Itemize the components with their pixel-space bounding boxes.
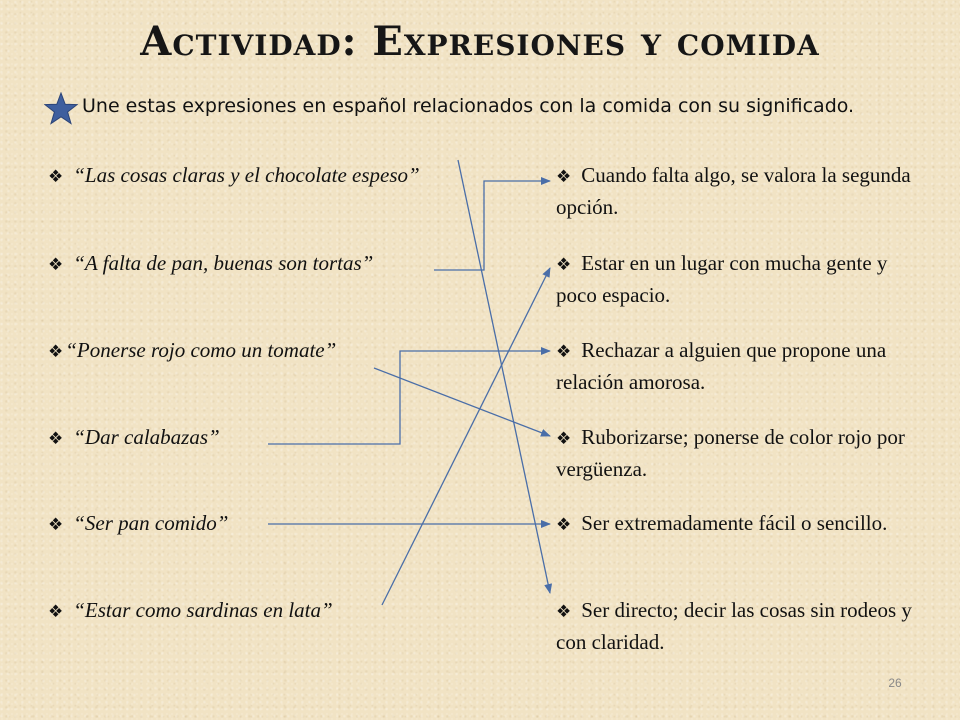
meaning-text: Rechazar a alguien que propone una relación amorosa. [556,338,887,394]
instruction-text: Une estas expresiones en español relacionados con la comida con su significado. [82,95,855,117]
bullet-icon: ❖ [48,167,64,186]
bullet-icon: ❖ [48,602,64,621]
expression-text: “Ser pan comido” [73,511,229,535]
expression-item [48,422,220,454]
meaning-item [556,248,916,310]
expression-item [48,508,228,540]
meaning-item [556,595,916,657]
instruction [48,92,908,120]
expression-text: “A falta de pan, buenas son tortas” [73,251,374,275]
bullet-icon: ❖ [556,255,572,274]
bullet-icon: ❖ [556,429,572,448]
slide-title: Actividad: Expresiones y comida [140,18,820,65]
meaning-item [556,508,916,540]
bullet-icon: ❖ [48,515,64,534]
bullet-icon: ❖ [48,342,64,361]
expression-text: “Las cosas claras y el chocolate espeso” [73,163,420,187]
meaning-text: Ruborizarse; ponerse de color rojo por vergüenza. [556,425,905,481]
star-icon [44,92,78,126]
connector-line [458,160,550,593]
page-number: 26 [888,676,902,690]
bullet-icon: ❖ [556,515,572,534]
expression-text: “Ponerse rojo como un tomate” [65,338,337,362]
expression-text: “Dar calabazas” [73,425,220,449]
bullet-icon: ❖ [556,167,572,186]
expression-text: “Estar como sardinas en lata” [73,598,333,622]
meaning-text: Ser directo; decir las cosas sin rodeos y con claridad. [556,598,912,654]
meaning-text: Ser extremadamente fácil o sencillo. [581,511,888,535]
bullet-icon: ❖ [48,429,64,448]
meaning-item [556,160,916,222]
expression-item [48,160,420,192]
expression-item [48,335,336,367]
expression-item [48,248,373,280]
bullet-icon: ❖ [556,342,572,361]
connector-line [374,368,550,436]
connector-line [382,268,550,605]
meaning-text: Estar en un lugar con mucha gente y poco espacio. [556,251,888,307]
meaning-item [556,335,916,397]
connector-line [434,181,550,270]
meaning-item [556,422,916,484]
bullet-icon: ❖ [48,255,64,274]
bullet-icon: ❖ [556,602,572,621]
meaning-text: Cuando falta algo, se valora la segunda opción. [556,163,911,219]
expression-item [48,595,333,627]
